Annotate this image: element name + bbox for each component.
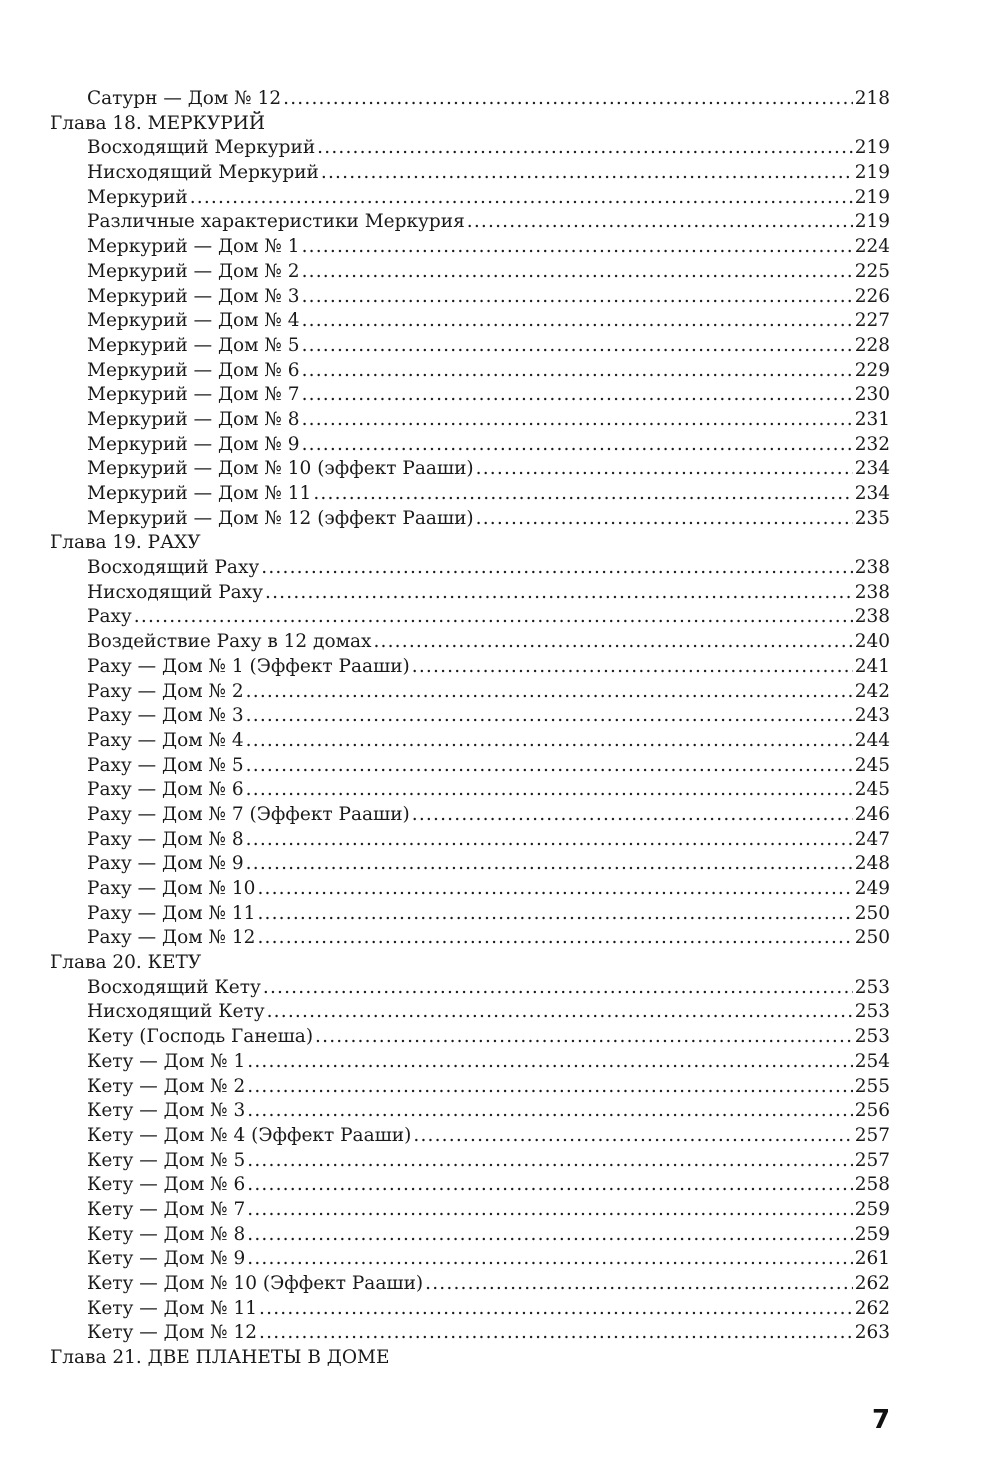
dot-leader (247, 1247, 852, 1272)
toc-entry-page: 253 (854, 1026, 890, 1048)
dot-leader (257, 877, 852, 902)
toc-entry-title: Кету — Дом № 6 (87, 1174, 246, 1196)
toc-entry-page: 261 (854, 1248, 890, 1270)
toc-entry-title: Восходящий Раху (87, 557, 260, 579)
toc-entry (50, 852, 890, 877)
toc-entry (50, 1321, 890, 1346)
dot-leader (302, 433, 853, 458)
toc-entry-page: 231 (854, 408, 890, 430)
dot-leader (263, 976, 853, 1001)
toc-entry-title: Меркурий — Дом № 7 (87, 384, 300, 406)
toc-entry (50, 729, 890, 754)
toc-entry-page: 238 (854, 606, 890, 628)
toc-entry (50, 161, 890, 186)
toc-entry (50, 285, 890, 310)
toc-entry (50, 210, 890, 235)
toc-entry (50, 1050, 890, 1075)
dot-leader (247, 1050, 852, 1075)
toc-entry-title: Нисходящий Кету (87, 1001, 265, 1023)
toc-entry (50, 605, 890, 630)
toc-entry-page: 245 (854, 754, 890, 776)
dot-leader (246, 754, 853, 779)
toc-entry-title: Кету — Дом № 11 (87, 1297, 258, 1319)
toc-entry-page: 253 (854, 976, 890, 998)
toc-entry (50, 828, 890, 853)
toc-entry-page: 253 (854, 1001, 890, 1023)
toc-entry-title: Воздействие Раху в 12 домах (87, 631, 372, 653)
dot-leader (302, 260, 853, 285)
toc-entry-page: 232 (854, 433, 890, 455)
toc-entry-page: 228 (854, 334, 890, 356)
toc-entry-page: 258 (854, 1174, 890, 1196)
dot-leader (246, 852, 853, 877)
toc-entry (50, 87, 890, 112)
toc-entry (50, 507, 890, 532)
toc-entry-title: Нисходящий Раху (87, 581, 263, 603)
chapter-heading: Глава 19. РАХУ (50, 532, 201, 554)
toc-entry (50, 1099, 890, 1124)
dot-leader (425, 1272, 853, 1297)
dot-leader (315, 1025, 853, 1050)
toc-entry-page: 246 (854, 803, 890, 825)
dot-leader (246, 778, 853, 803)
page-number: 7 (872, 1405, 891, 1435)
toc-entry-page: 256 (854, 1100, 890, 1122)
dot-leader (247, 1198, 852, 1223)
toc-entry-page: 224 (854, 236, 890, 258)
toc-entry (50, 680, 890, 705)
toc-entry (50, 655, 890, 680)
toc-entry-page: 235 (854, 507, 890, 529)
toc-entry (50, 433, 890, 458)
toc-entry (50, 902, 890, 927)
toc-entry-title: Кету — Дом № 2 (87, 1075, 246, 1097)
toc-entry (50, 803, 890, 828)
dot-leader (302, 334, 853, 359)
toc-entry (50, 309, 890, 334)
toc-entry (50, 778, 890, 803)
toc-entry-page: 259 (854, 1223, 890, 1245)
toc-entry-page: 255 (854, 1075, 890, 1097)
dot-leader (302, 359, 853, 384)
toc-entry-title: Раху — Дом № 4 (87, 729, 244, 751)
toc-entry-title: Кету — Дом № 7 (87, 1198, 246, 1220)
dot-leader (313, 482, 852, 507)
dot-leader (261, 556, 852, 581)
toc-entry-page: 219 (854, 137, 890, 159)
dot-leader (259, 1297, 853, 1322)
dot-leader (476, 457, 853, 482)
dot-leader (476, 507, 853, 532)
toc-entry (50, 1173, 890, 1198)
dot-leader (257, 902, 852, 927)
toc-entry-title: Кету — Дом № 1 (87, 1050, 246, 1072)
dot-leader (190, 186, 853, 211)
dot-leader (246, 704, 853, 729)
toc-entry-title: Восходящий Кету (87, 976, 261, 998)
toc-entry-title: Меркурий — Дом № 9 (87, 433, 300, 455)
toc-entry-title: Меркурий — Дом № 3 (87, 285, 300, 307)
toc-entry (50, 976, 890, 1001)
toc-entry-title: Раху — Дом № 8 (87, 828, 244, 850)
toc-entry-page: 254 (854, 1050, 890, 1072)
dot-leader (302, 309, 853, 334)
toc-entry-page: 263 (854, 1322, 890, 1344)
dot-leader (302, 383, 853, 408)
dot-leader (259, 1321, 853, 1346)
toc-entry-title: Раху — Дом № 6 (87, 779, 244, 801)
dot-leader (413, 1124, 852, 1149)
toc-entry-page: 218 (854, 88, 890, 109)
dot-leader (247, 1173, 852, 1198)
toc-entry (50, 556, 890, 581)
toc-entry-page: 238 (854, 581, 890, 603)
toc-entry-page: 242 (854, 680, 890, 702)
toc-entry-page: 219 (854, 162, 890, 184)
toc-entry (50, 1297, 890, 1322)
toc-entry (50, 1025, 890, 1050)
toc-entry (50, 926, 890, 951)
dot-leader (317, 136, 853, 161)
toc-entry (50, 1124, 890, 1149)
dot-leader (283, 87, 853, 112)
chapter-heading: Глава 20. КЕТУ (50, 952, 202, 974)
toc-entry-title: Раху — Дом № 11 (87, 902, 256, 924)
toc-entry-page: 234 (854, 483, 890, 504)
toc-entry-title: Меркурий — Дом № 6 (87, 359, 300, 381)
toc-entry (50, 383, 890, 408)
toc-entry-page: 241 (854, 655, 890, 677)
toc-entry (50, 457, 890, 482)
toc-entry-page: 257 (854, 1149, 890, 1171)
toc-entry-page: 262 (854, 1273, 890, 1294)
toc-entry-title: Меркурий — Дом № 10 (эффект Рааши) (87, 458, 474, 480)
dot-leader (267, 1000, 853, 1025)
toc-entry-page: 226 (854, 285, 890, 307)
toc-entry-title: Кету — Дом № 4 (Эффект Рааши) (87, 1124, 412, 1146)
toc-entry (50, 1247, 890, 1272)
toc-entry-page: 257 (854, 1124, 890, 1146)
toc-entry (50, 630, 890, 655)
dot-leader (302, 285, 853, 310)
dot-leader (302, 235, 853, 260)
dot-leader (247, 1075, 852, 1100)
toc-entry (50, 877, 890, 902)
toc-entry-page: 240 (854, 631, 890, 653)
toc-entry-title: Раху — Дом № 5 (87, 754, 244, 776)
toc-entry-title: Меркурий (87, 186, 188, 208)
toc-entry-page: 219 (854, 211, 890, 233)
toc-entry (50, 1223, 890, 1248)
dot-leader (246, 828, 853, 853)
toc-entry (50, 334, 890, 359)
dot-leader (467, 210, 853, 235)
chapter-heading: Глава 21. ДВЕ ПЛАНЕТЫ В ДОМЕ (50, 1347, 390, 1369)
dot-leader (257, 926, 852, 951)
toc-entry-title: Раху — Дом № 1 (Эффект Рааши) (87, 655, 410, 677)
dot-leader (373, 630, 852, 655)
toc-entry-page: 250 (854, 927, 890, 949)
toc-entry-title: Раху — Дом № 2 (87, 680, 244, 702)
toc-entry-page: 249 (854, 878, 890, 899)
toc-entry-title: Раху — Дом № 9 (87, 853, 244, 875)
toc-entry-title: Кету — Дом № 12 (87, 1322, 258, 1344)
toc-entry (50, 1075, 890, 1100)
toc-entry-title: Раху — Дом № 10 (87, 878, 256, 899)
dot-leader (246, 729, 853, 754)
toc-entry (50, 235, 890, 260)
toc-entry (50, 260, 890, 285)
toc-entry-page: 227 (854, 310, 890, 332)
dot-leader (302, 408, 853, 433)
dot-leader (246, 680, 853, 705)
toc-entry-page: 225 (854, 260, 890, 282)
toc-entry-title: Кету (Господь Ганеша) (87, 1026, 314, 1048)
toc-entry-page: 238 (854, 557, 890, 579)
toc-entry-title: Меркурий — Дом № 1 (87, 236, 300, 258)
toc-entry-page: 247 (854, 828, 890, 850)
toc-entry (50, 1198, 890, 1223)
toc-entry-title: Кету — Дом № 9 (87, 1248, 246, 1270)
toc-entry-title: Различные характеристики Меркурия (87, 211, 465, 233)
toc-entry-title: Меркурий — Дом № 11 (87, 483, 312, 504)
toc-entry-page: 244 (854, 729, 890, 751)
toc-entry (50, 704, 890, 729)
toc-entry-page: 245 (854, 779, 890, 801)
dot-leader (321, 161, 853, 186)
toc-entry-page: 243 (854, 705, 890, 727)
toc-entry-title: Меркурий — Дом № 12 (эффект Рааши) (87, 507, 474, 529)
toc-entry (50, 1272, 890, 1297)
toc-entry-page: 230 (854, 384, 890, 406)
toc-entry-title: Раху — Дом № 7 (Эффект Рааши) (87, 803, 410, 825)
toc-entry-title: Раху — Дом № 12 (87, 927, 256, 949)
toc-entry-title: Кету — Дом № 8 (87, 1223, 246, 1245)
toc-entry-title: Раху (87, 606, 132, 628)
toc-entry-title: Меркурий — Дом № 4 (87, 310, 300, 332)
toc-entry-page: 229 (854, 359, 890, 381)
table-of-contents (50, 87, 890, 1371)
toc-entry-page: 219 (854, 186, 890, 208)
dot-leader (265, 581, 853, 606)
toc-entry (50, 359, 890, 384)
toc-entry-page: 250 (854, 902, 890, 924)
toc-entry-title: Кету — Дом № 3 (87, 1100, 246, 1122)
toc-entry (50, 754, 890, 779)
dot-leader (134, 605, 853, 630)
dot-leader (247, 1099, 852, 1124)
toc-entry-title: Кету — Дом № 5 (87, 1149, 246, 1171)
toc-entry-title: Меркурий — Дом № 5 (87, 334, 300, 356)
toc-entry-title: Раху — Дом № 3 (87, 705, 244, 727)
toc-entry-title: Сатурн — Дом № 12 (87, 88, 282, 109)
toc-entry (50, 1000, 890, 1025)
chapter-heading: Глава 18. МЕРКУРИЙ (50, 112, 265, 134)
toc-entry (50, 581, 890, 606)
toc-entry (50, 482, 890, 507)
toc-entry-title: Кету — Дом № 10 (Эффект Рааши) (87, 1273, 424, 1294)
toc-entry (50, 186, 890, 211)
dot-leader (247, 1223, 852, 1248)
toc-entry-page: 259 (854, 1198, 890, 1220)
toc-entry-title: Восходящий Меркурий (87, 137, 316, 159)
dot-leader (247, 1149, 852, 1174)
toc-entry-title: Нисходящий Меркурий (87, 162, 319, 184)
toc-entry (50, 1149, 890, 1174)
dot-leader (412, 655, 853, 680)
toc-entry (50, 136, 890, 161)
toc-entry-title: Меркурий — Дом № 8 (87, 408, 300, 430)
toc-entry (50, 408, 890, 433)
dot-leader (412, 803, 853, 828)
toc-entry-page: 262 (854, 1297, 890, 1319)
toc-entry-page: 248 (854, 853, 890, 875)
toc-entry-page: 234 (854, 458, 890, 480)
toc-entry-title: Меркурий — Дом № 2 (87, 260, 300, 282)
